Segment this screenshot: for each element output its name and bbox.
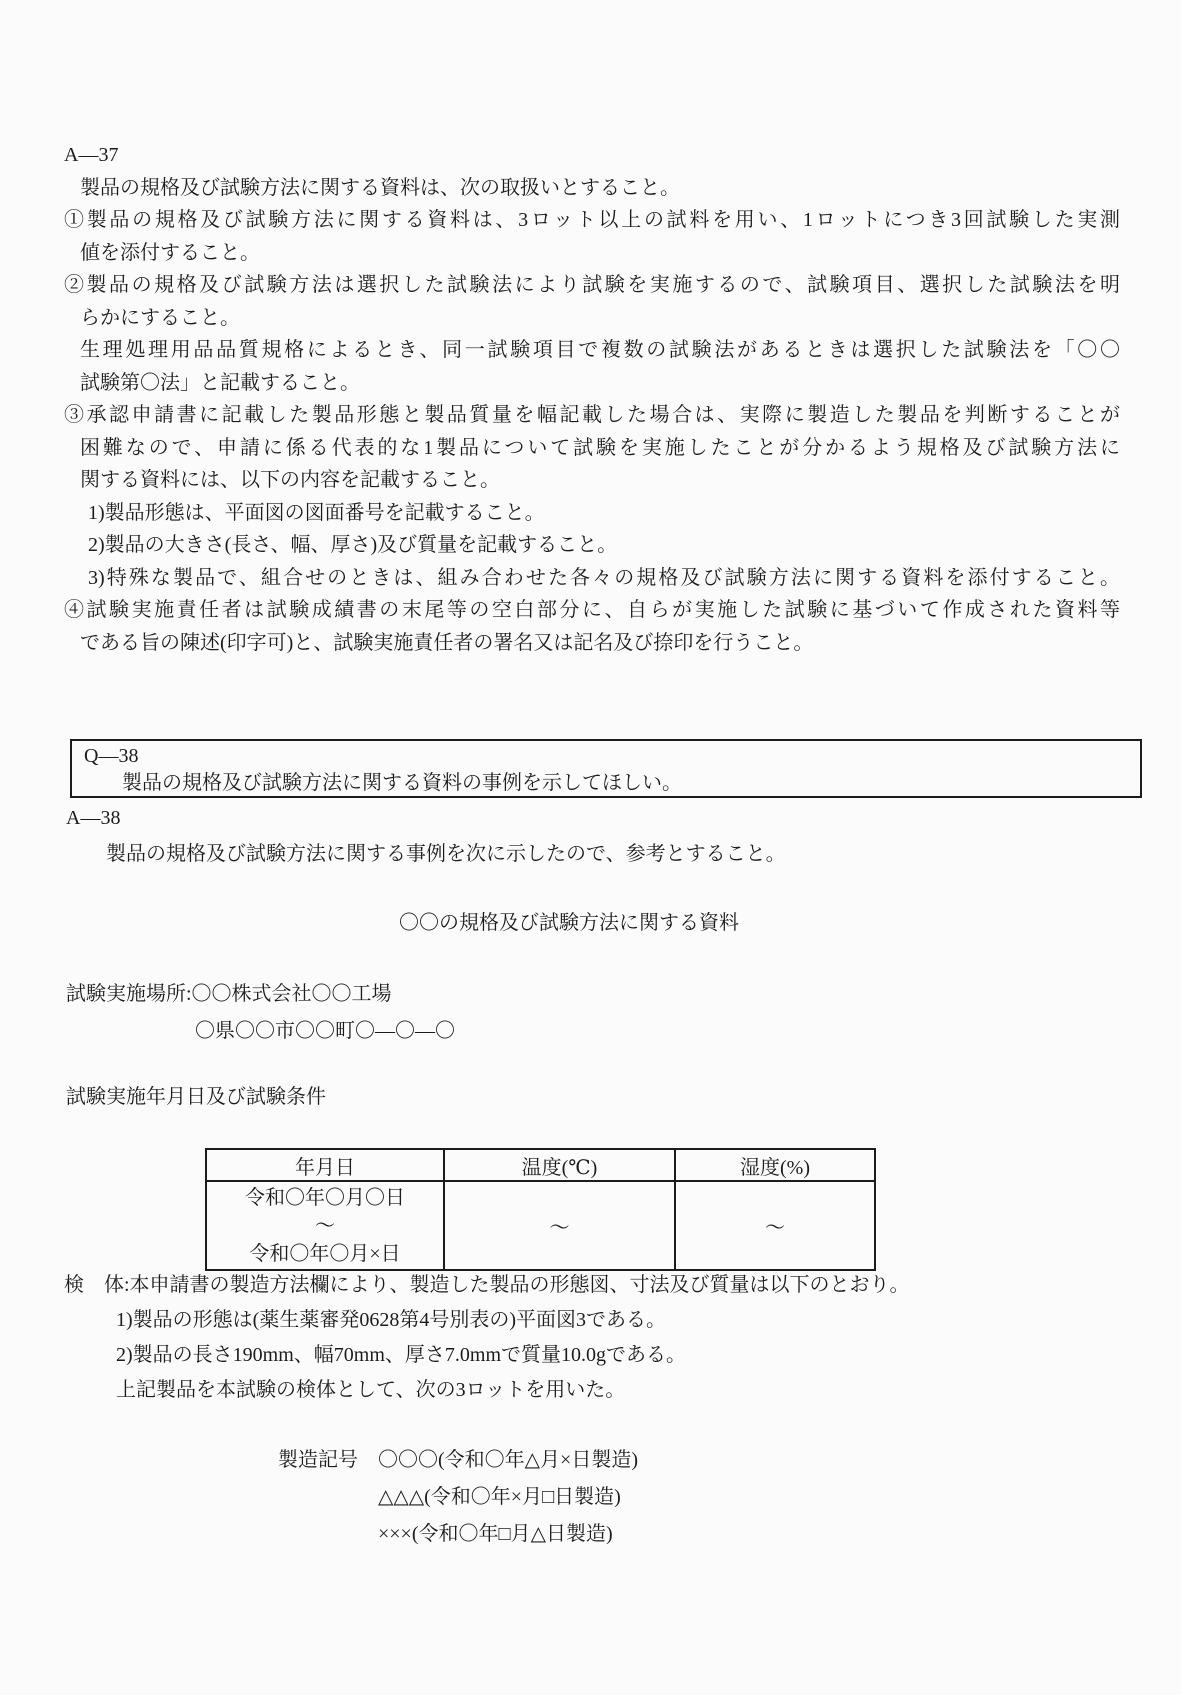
answer-37-section	[64, 139, 1120, 659]
answer-37-heading: A―37	[64, 144, 119, 166]
answer-37-item-3-cont2: 関する資料には、以下の内容を記載すること。	[80, 469, 500, 491]
answer-37-item-4-cont: である旨の陳述(印字可)と、試験実施責任者の署名又は記名及び捺印を行うこと。	[80, 631, 814, 654]
answer-37-item-3-cont: 困難なので、申請に係る代表的な1製品について試験を実施したことが分かるよう規格及び試験方法に	[80, 436, 1120, 459]
question-38-text: 製品の規格及び試験方法に関する資料の事例を示してほしい。	[122, 772, 682, 794]
header-temperature: 温度(℃)	[444, 1149, 675, 1181]
lot-item-2: △△△(令和〇年×月□日製造)	[378, 1486, 621, 1508]
specimen-line-4: 上記製品を本試験の検体として、次の3ロットを用いた。	[116, 1379, 626, 1401]
specimen-line-1: 検 体:本申請書の製造方法欄により、製造した製品の形態図、寸法及び質量は以下のとおり。	[64, 1274, 910, 1296]
answer-37-item-2-note-cont: 試験第〇法」と記載すること。	[80, 371, 360, 394]
specimen-section	[64, 1268, 1124, 1408]
test-location-address: 〇県〇〇市〇〇町〇―〇―〇	[195, 1020, 455, 1042]
question-38-box	[70, 739, 1142, 798]
test-location-section	[66, 976, 1120, 1050]
humidity-cell: ～	[675, 1181, 875, 1270]
date-to: 令和〇年〇月×日	[249, 1242, 401, 1265]
answer-37-item-1: ①製品の規格及び試験方法に関する資料は、3ロット以上の試料を用い、1ロットにつき3回試験した実測	[64, 209, 1120, 231]
answer-38-text: 製品の規格及び試験方法に関する事例を次に示したので、参考とすること。	[106, 843, 786, 865]
answer-37-item-2-note: 生理処理用品品質規格によるとき、同一試験項目で複数の試験法があるときは選択した試験法を「〇〇	[80, 339, 1120, 361]
conditions-table-body-row	[206, 1181, 875, 1270]
lot-label: 製造記号	[278, 1449, 378, 1471]
answer-37-item-2-cont: らかにすること。	[80, 306, 240, 329]
answer-37-item-1-cont: 値を添付すること。	[80, 241, 260, 264]
specimen-line-3: 2)製品の長さ190mm、幅70mm、厚さ7.0mmで質量10.0gである。	[116, 1344, 686, 1366]
date-range-cell	[206, 1181, 444, 1270]
answer-37-item-3: ③承認申請書に記載した製品形態と製品質量を幅記載した場合は、実際に製造した製品を判断することが	[64, 404, 1120, 426]
answer-37-subitem-2: 2)製品の大きさ(長さ、幅、厚さ)及び質量を記載すること。	[88, 534, 618, 556]
test-location-line: 試験実施場所:〇〇株式会社〇〇工場	[66, 983, 392, 1005]
lot-numbers-section	[278, 1442, 638, 1553]
answer-38-heading: A―38	[66, 807, 121, 829]
lot-item-3: ×××(令和〇年□月△日製造)	[378, 1523, 613, 1545]
header-humidity: 湿度(%)	[675, 1149, 875, 1181]
answer-38-section	[66, 800, 1120, 872]
answer-37-subitem-1: 1)製品形態は、平面図の図面番号を記載すること。	[88, 501, 545, 524]
conditions-table-header-row	[206, 1149, 875, 1181]
lot-line-1	[278, 1442, 638, 1479]
example-document-title: 〇〇の規格及び試験方法に関する資料	[399, 912, 739, 934]
date-tilde: ～	[315, 1214, 335, 1237]
header-date: 年月日	[206, 1149, 444, 1181]
answer-37-subitem-3: 3)特殊な製品で、組合せのときは、組み合わせた各々の規格及び試験方法に関する資料を添付すること。	[88, 566, 1120, 589]
lot-item-1: 〇〇〇(令和〇年△月×日製造)	[378, 1449, 638, 1471]
question-38-heading: Q―38	[84, 745, 139, 767]
answer-37-item-2: ②製品の規格及び試験方法は選択した試験法により試験を実施するので、試験項目、選択した試験法を明	[64, 274, 1120, 296]
conditions-table	[205, 1148, 876, 1271]
test-conditions-heading: 試験実施年月日及び試験条件	[66, 1086, 326, 1108]
temperature-cell: ～	[444, 1181, 675, 1270]
specimen-line-2: 1)製品の形態は(薬生薬審発0628第4号別表の)平面図3である。	[116, 1309, 666, 1331]
date-from: 令和〇年〇月〇日	[245, 1186, 405, 1209]
answer-37-item-4: ④試験実施責任者は試験成績書の末尾等の空白部分に、自らが実施した試験に基づいて作成された資料等	[64, 599, 1120, 621]
answer-37-line: 製品の規格及び試験方法に関する資料は、次の取扱いとすること。	[80, 176, 680, 199]
